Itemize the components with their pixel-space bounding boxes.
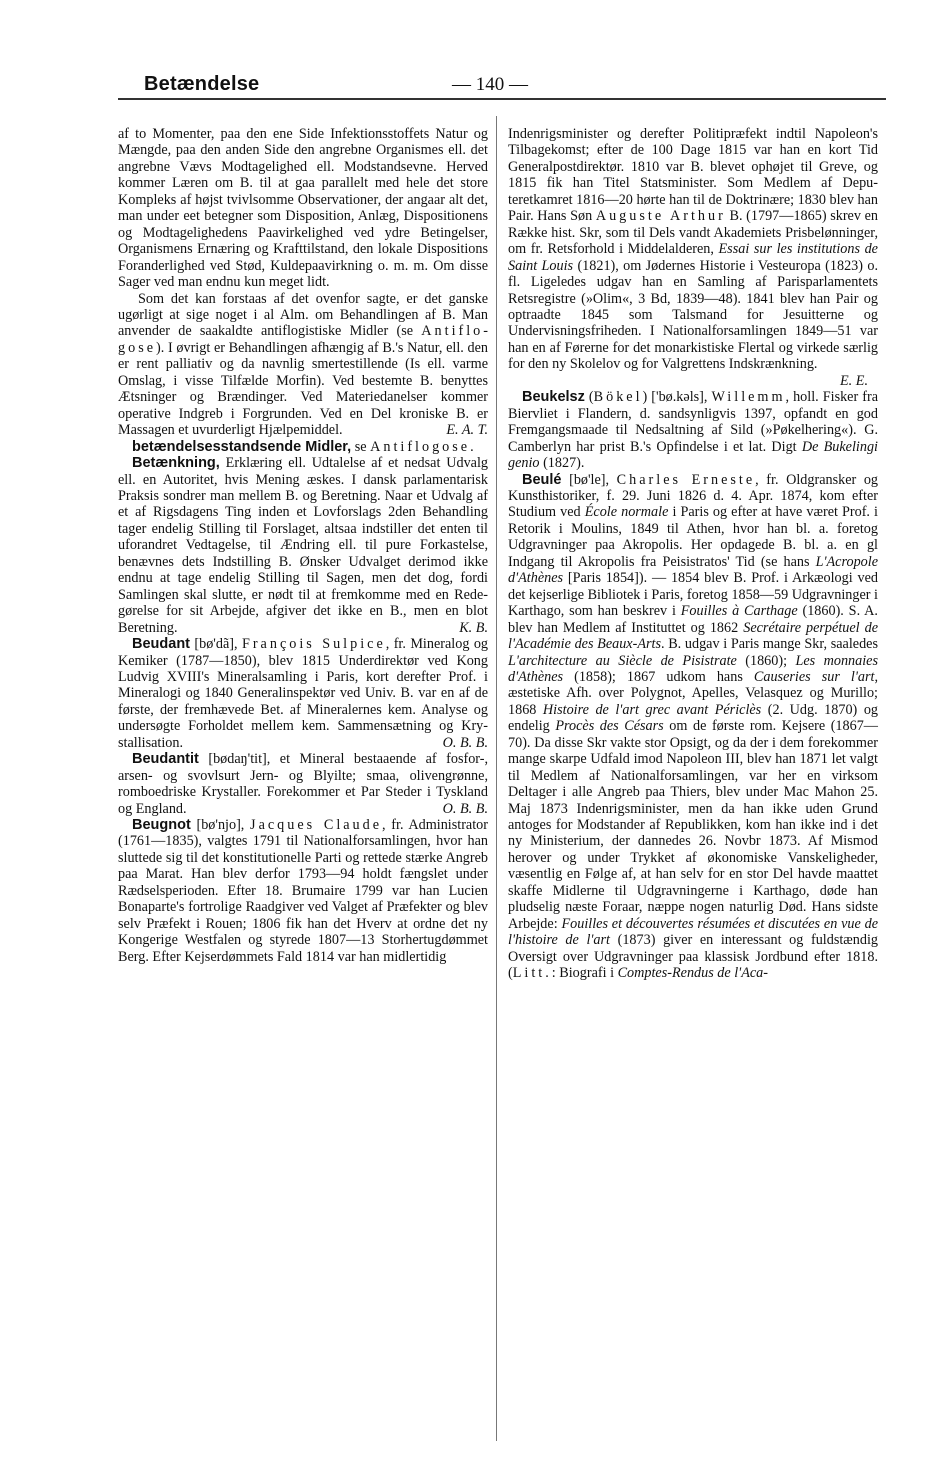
header-rule	[118, 98, 886, 100]
entry-beudant: Beudant [bø'dã], François Sulpice, fr. Mineralog og Kemiker (1787—1850), blev 1815 Underdirektør ved Kong Ludvig XVIII's Mineralsamling i Paris, kort derefter Prof. i Mineralogi og 1840 Generalinspektør ved Univ. B. var en af de første, der fremhævede Bet. af Mineralernes kem. Analyse og undersøgte Forholdet mellem kem. Sammensætning og Krystallisation. O. B. B.	[118, 636, 489, 751]
left-column	[118, 126, 488, 965]
author-signature: E. E.	[840, 372, 868, 389]
beugnot-continued: Indenrigsminister og derefter Politipræfekt indtil Napoleon's Tilbagekomst; efter de 100 Dage 1815 var han en kort Tid Generalpostdirektør. 1810 var B. blevet ophøjet til Greve, og 1815 fik han Titel Statsminister. Som Medlem af Deputeretkamret 1816—20 hørte han til de Doktrinære; 1830 blev han Pair. Hans Søn Auguste Arthur B. (1797—1865) skrev en Række hist. Skr, som til Dels vandt Akademiets Prisbelønninger, om fr. Retsforhold i Middelalderen, Essai sur les institutions de Saint Louis (1821), om Jødernes Historie i Vesteuropa (1823) o. fl. Ligeledes udgav han en Samling af Parisparlamentets Retsregistre (»Olim«, 3 Bd, 1839—48). 1841 blev han Pair og optraadte 1845 som Talsmand for Jesuitterne og Undervisningsfriheden. I Nationalforsamlingen 1849—51 var han en af Førerne for det monarkistiske Flertal og virkede særlig for den ny Skolelov og for Valgrettens Indskrænkning. E. E.	[508, 126, 879, 389]
entry-betaenkning: Betænkning, Erklæring ell. Udtalelse af et nedsat Udvalg ell. en Autoritet, hvis Mening æskes. I dansk parlamentarisk Praksis sondrer man mellem B. og Beretning. Naar et Udvalg af et af Rigsdagens Ting inden et Lovforslags 2den Behandling tager endelig Stilling til Forslaget, altsaa indstiller det enten til uforandret Vedtagelse, til Ændring ell. til pure Forkastelse, benævnes dets Indstilling B. Ønsker Udvalget derimod ikke endnu at tage endelig Stilling til Sagen, men det dog, fordi Samlingen skal slutte, er nødt til at fremkomme med en Redegørelse for sit Arbejde, afgiver det ikke en B., men en blot Beretning. K. B.	[118, 455, 488, 636]
continued-paragraph: af to Momenter, paa den ene Side Infektionsstoffets Natur og Mængde, paa den anden Side den angrebne Organismes ell. det angrebne Vævs Modtagelighed ell. Modstandsevne. Herved kommer Læren om B. til at gaa parallelt med hele det store Kompleks af højst tvivlsomme Observationer, der angaar alt det, man under eet betegner som Disposition, Anlæg, Dispositionens og Modtagelighedens Paavirkelighed ved ydre Betingelser, Organismens Ernæring og Krafttilstand, den lokale Dispositions Foranderlighed ved Stød, Kuldepaavirkning o. m. m. Om disse Sager ved man endnu kun meget lidt.	[118, 126, 488, 291]
headword: Beugnot	[132, 817, 191, 834]
headword: Betænkning,	[132, 455, 220, 472]
right-column	[508, 126, 878, 982]
author-signature: O. B. B.	[442, 800, 488, 817]
running-head: Betændelse	[144, 73, 260, 95]
headword: Beudantit	[132, 751, 199, 768]
entry-beule: Beulé [bø'le], Charles Erneste, fr. Oldgransker og Kunsthistoriker, f. 29. Juni 1826 d. 4. Apr. 1874, kom efter Studium ved École normale i Paris og efter at have været Prof. i Retorik i Moulins, 1849 til Athen, hvor han bl. a. foretog Udgravninger paa Akropolis. Her opdagede B. bl. a. en gl Indgang til Akropolis fra Peisistratos' Tid (se hans L'Acropole d'Athènes [Paris 1854]). — 1854 blev B. Prof. i Arkæologi ved det kejserlige Bibliotek i Paris, foretog 1858—59 Udgravninger i Karthago, som han beskrev i Fouilles à Carthage (1860). S. A. blev han Medlem af Instituttet og 1862 Secrétaire perpétuel de l'Académie des Beaux-Arts. B. udgav i Paris mange Skr, saaledes L'architecture au Siècle de Pisistrate (1860); Les monnaies d'Athènes (1858); 1867 udkom hans Causeries sur l'art, æstetiske Afh. over Polygnot, Apelles, Velasquez og Murillo; 1868 Histoire de l'art grec avant Périclès (2. Udg. 1870) og endelig Procès des Césars om de første rom. Kejsere (1867—70). Da disse Skr vakte stor Opsigt, og da der i dem forekommer mange skarpe Udfald imod Napoleon III, blev han 1871 let valgt til Medlem af Nationalforsamlingen, var her en virksom Deltager i alle Angreb paa Thiers, blev under Mac Mahon 25. Maj 1873 Indenrigsminister, men da han ikke uden Grund antoges for Modstander af Republikken, kom han ikke ind i det ny Ministerium, der dannedes 26. Novbr 1873. Af Mismod herover og under Trykket af økonomiske Vanskeligheder, væsentlig en Følge af, at han selv for en stor Del havde maattet skaffe Midlerne til Udgravningerne i Karthago, døde han pludselig næste Foraar, næppe nogen naturlig Død. Hans sidste Arbejde: Fouilles et découvertes résumées et discutées en vue de l'histoire de l'art (1873) giver en interessant og fuldstændig Oversigt over Udgravninger paa klassisk Jordbund efter 1818. (Litt.: Biografi i Comptes-Rendus de l'Aca-	[508, 471, 879, 982]
headword: Beudant	[132, 636, 190, 653]
author-signature: E. A. T.	[446, 422, 488, 439]
author-signature: O. B. B.	[442, 734, 488, 751]
author-signature: K. B.	[459, 619, 488, 636]
page-header	[0, 70, 928, 110]
page-number: — 140 —	[452, 74, 528, 95]
treatment-paragraph: Som det kan forstaas af det ovenfor sagte, er det ganske ugørligt at sige noget i al Alm. om Behandlingen af B. Man anvender de saakaldte antiflogistiske Midler (se Antiflogose). I øvrigt er Behandlingen afhængig af B.'s Natur, ell. den er rent palliativ og da navnlig smertestillende (Is ell. varme Omslag, i visse Tilfælde Morfin). Ved bestemte B. benyttes Ætsninger og Brændinger. Ved Materiedanelser kommer operative Indgreb i Forgrunden. Ved en Del kroniske B. er Massagen et uvurderligt Hjælpemiddel. E. A. T.	[118, 290, 488, 439]
entry-beukelsz: Beukelsz (Bökel) ['bø.kəls], Willemm, holl. Fisker fra Biervliet i Flandern, d. sandsynligvis 1397, opfandt en god Fremgangsmaade til Nedsaltning af Sild (»Pøkelhering«). G. Camberlyn har prist B.'s Opfindelse i et lat. Digt De Bukelingi genio (1827).	[508, 389, 878, 472]
column-divider	[496, 116, 497, 1441]
entry-beugnot: Beugnot [bø'njo], Jacques Claude, fr. Administrator (1761—1835), valgtes 1791 til Nationalforsamlingen, hvor han sluttede sig til det konstitutionelle Parti og rettede stærke Angreb paa Marat. Han blev derfor 1793—94 holdt fængslet under Rædselsperioden. Efter 18. Brumaire 1799 var han Lucien Bonaparte's fortrolige Raadgiver ved Valget af Præfekter og blev selv Præfekt i Rouen; 1806 fik han det Hverv at ordne det ny Kongerige Westfalen og styrede 1807—13 Storhertugdømmet Berg. Efter Kejserdømmets Fald 1814 var han midlertidig	[118, 817, 488, 965]
headword: betændelsesstandsende Midler,	[132, 438, 352, 455]
headword: Beukelsz	[522, 389, 585, 406]
entry-betaendelsesstandsende: betændelsesstandsende Midler, se Antiflogose.	[132, 438, 474, 455]
entry-beudantit: Beudantit [bødaŋ'tit], et Mineral bestaaende af fosfor-, arsen- og svovlsurt Jern- og Blyilte; smaa, olivengrønne, romboedriske Krystaller. Forekommer et Par Steder i Tyskland og England. O. B. B.	[118, 751, 488, 817]
headword: Beulé	[522, 471, 562, 488]
